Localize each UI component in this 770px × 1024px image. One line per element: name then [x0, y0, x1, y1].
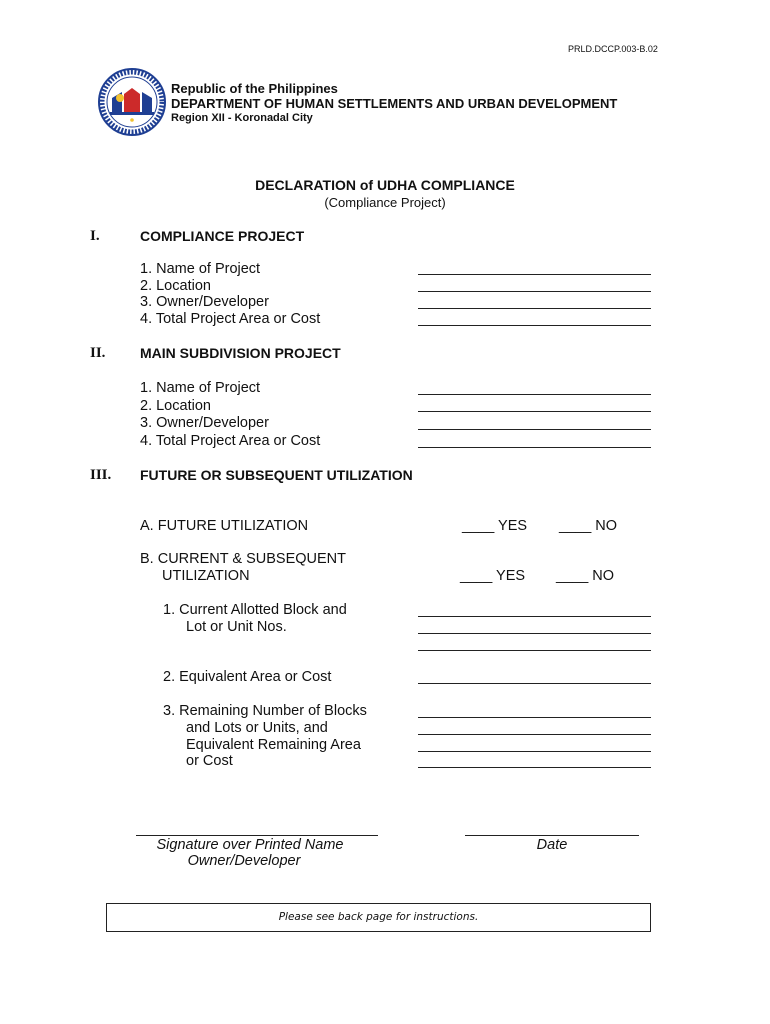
remaining-blocks-field-2[interactable]: [418, 734, 651, 735]
owner-developer-label: Owner/Developer: [187, 853, 301, 869]
allotted-block-label-1: 1. Current Allotted Block and: [163, 602, 347, 618]
dhsud-seal-logo: [98, 68, 166, 136]
section-1-item-location: 2. Location: [140, 278, 211, 294]
allotted-block-field-1[interactable]: [418, 616, 651, 617]
future-utilization-yes[interactable]: ____ YES: [462, 518, 528, 534]
equivalent-area-field[interactable]: [418, 683, 651, 684]
remaining-blocks-label-1: 3. Remaining Number of Blocks: [163, 703, 367, 719]
section-2-location-field[interactable]: [418, 411, 651, 412]
section-1-name-field[interactable]: [418, 274, 651, 275]
section-2-item-location: 2. Location: [140, 398, 211, 414]
signature-label: Signature over Printed Name: [156, 837, 344, 853]
section-1-location-field[interactable]: [418, 291, 651, 292]
header-region: Region XII - Koronadal City: [171, 112, 313, 124]
section-2-numeral: II.: [90, 345, 106, 361]
section-1-numeral: I.: [90, 228, 100, 244]
section-2-item-area: 4. Total Project Area or Cost: [140, 433, 321, 449]
section-1-area-field[interactable]: [418, 325, 651, 326]
section-1-item-area: 4. Total Project Area or Cost: [140, 311, 321, 327]
section-1-owner-field[interactable]: [418, 308, 651, 309]
section-2-name-field[interactable]: [418, 394, 651, 395]
current-utilization-yes[interactable]: ____ YES: [460, 568, 526, 584]
document-subtitle: (Compliance Project): [324, 195, 446, 210]
equivalent-area-label: 2. Equivalent Area or Cost: [163, 669, 332, 685]
section-2-item-owner: 3. Owner/Developer: [140, 415, 269, 431]
date-field[interactable]: [465, 835, 639, 836]
future-utilization-no[interactable]: ____ NO: [559, 518, 618, 534]
header-department: DEPARTMENT OF HUMAN SETTLEMENTS AND URBAN DEVELOPMENT: [171, 96, 618, 111]
section-1-item-name: 1. Name of Project: [140, 261, 261, 277]
remaining-blocks-field-3[interactable]: [418, 751, 651, 752]
remaining-blocks-label-4: or Cost: [186, 753, 233, 769]
date-label: Date: [536, 837, 568, 853]
section-3-numeral: III.: [90, 467, 112, 483]
section-1-heading: COMPLIANCE PROJECT: [140, 228, 305, 244]
instructions-note: Please see back page for instructions.: [278, 911, 479, 923]
current-utilization-label-cont: UTILIZATION: [162, 568, 250, 584]
header-republic: Republic of the Philippines: [171, 81, 338, 96]
document-code: PRLD.DCCP.003-B.02: [568, 44, 658, 54]
allotted-block-field-2[interactable]: [418, 633, 651, 634]
section-2-owner-field[interactable]: [418, 429, 651, 430]
section-3-heading: FUTURE OR SUBSEQUENT UTILIZATION: [140, 467, 413, 483]
signature-field[interactable]: [136, 835, 378, 836]
section-2-item-name: 1. Name of Project: [140, 380, 261, 396]
allotted-block-field-3[interactable]: [418, 650, 651, 651]
section-2-heading: MAIN SUBDIVISION PROJECT: [140, 345, 341, 361]
document-title: DECLARATION of UDHA COMPLIANCE: [255, 177, 515, 193]
section-2-area-field[interactable]: [418, 447, 651, 448]
future-utilization-label: A. FUTURE UTILIZATION: [140, 518, 309, 534]
remaining-blocks-field-1[interactable]: [418, 717, 651, 718]
current-utilization-label: B. CURRENT & SUBSEQUENT: [140, 551, 346, 567]
remaining-blocks-label-3: Equivalent Remaining Area: [186, 737, 361, 753]
current-utilization-no[interactable]: ____ NO: [556, 568, 615, 584]
instructions-box: [106, 903, 651, 932]
allotted-block-label-2: Lot or Unit Nos.: [186, 619, 287, 635]
remaining-blocks-field-4[interactable]: [418, 767, 651, 768]
section-1-item-owner: 3. Owner/Developer: [140, 294, 269, 310]
remaining-blocks-label-2: and Lots or Units, and: [186, 720, 328, 736]
